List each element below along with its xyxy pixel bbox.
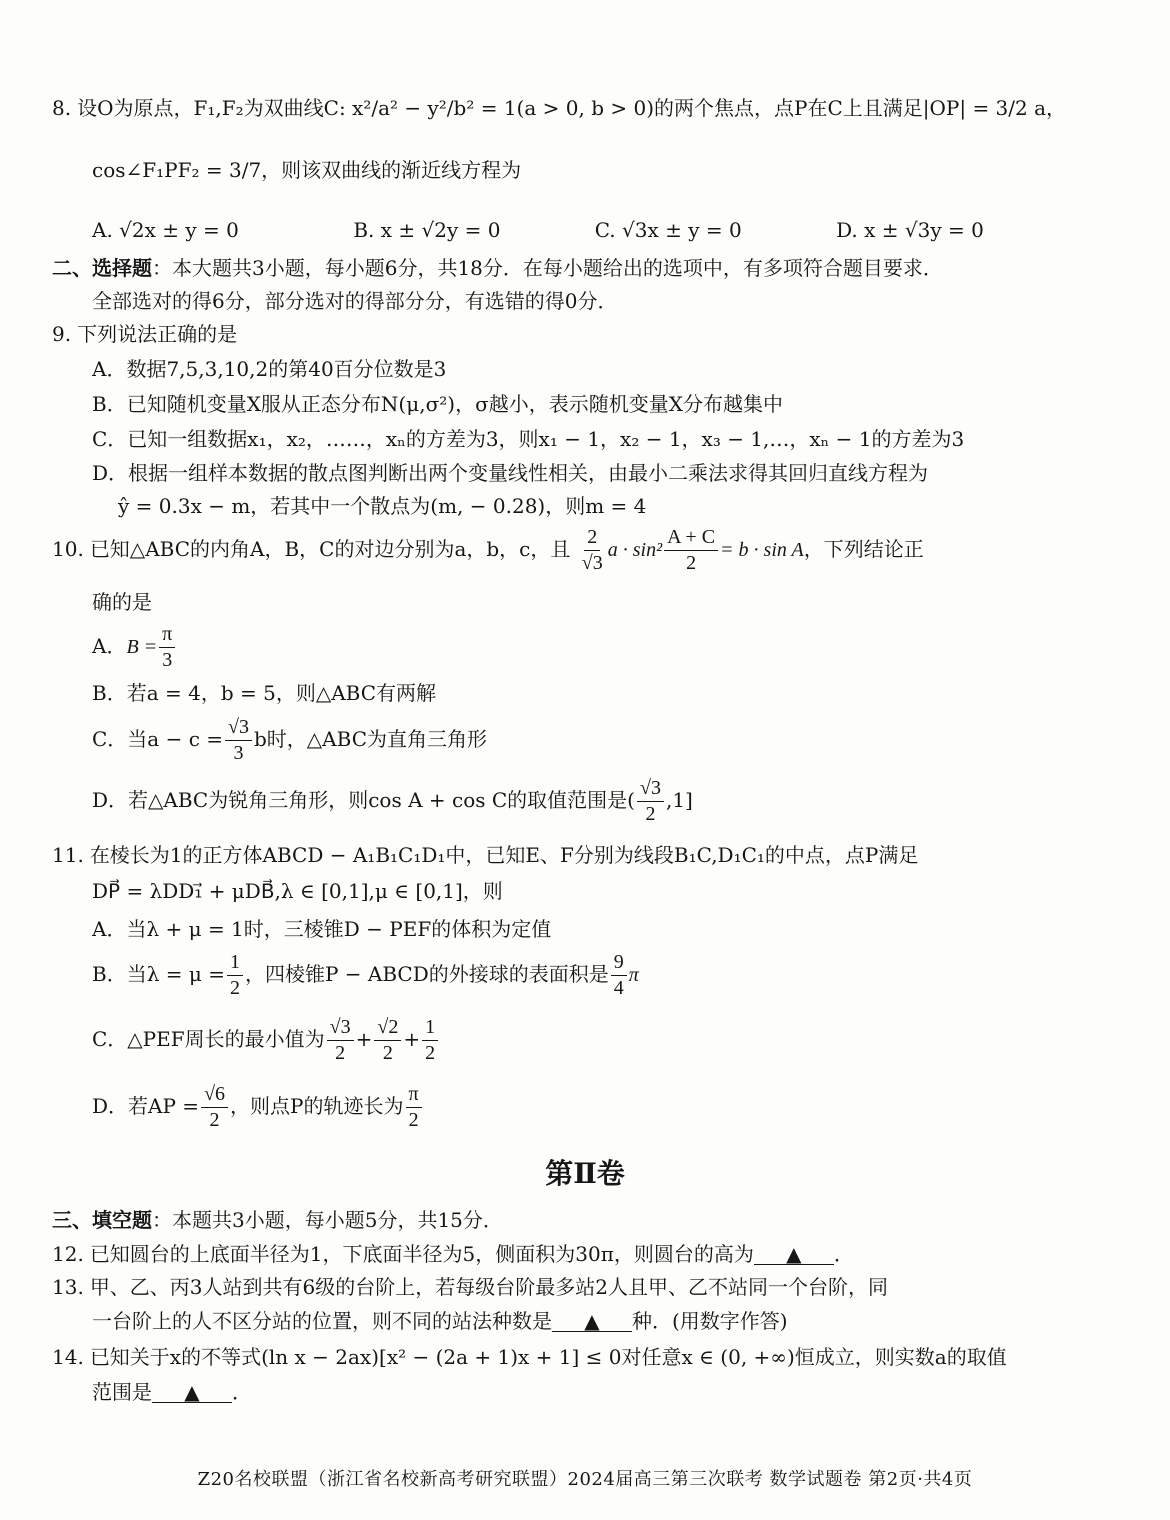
- q12-end: ．: [833, 1242, 854, 1266]
- q10-angle-fraction: [664, 527, 718, 574]
- q14-line1: [52, 1347, 1007, 1367]
- q10-stem: [52, 527, 924, 574]
- q11-option-c-a: C．△PEF周长的最小值为: [92, 1027, 325, 1051]
- q11-number: 11.: [52, 843, 84, 867]
- frac-den: 2: [229, 977, 240, 999]
- q10-option-c-a: C．当a − c =: [92, 727, 224, 751]
- q8-option-d: D. x ± √3y = 0: [836, 218, 984, 242]
- q10-option-c: [92, 717, 487, 764]
- q10-option-d-b: ,1]: [665, 788, 693, 812]
- frac-sqrt2-over-2: [374, 1017, 401, 1064]
- q10-sin-term: a · sin²: [607, 539, 663, 561]
- frac-num: π: [159, 624, 175, 648]
- frac-num: 9: [611, 952, 627, 976]
- frac-den: 2: [645, 803, 656, 825]
- frac-den: 2: [408, 1109, 419, 1131]
- q9-option-c: C．已知一组数据x₁，x₂，……，xₙ的方差为3，则x₁ − 1，x₂ − 1，x₃ − 1,…，xₙ − 1的方差为3: [92, 427, 965, 451]
- q11-option-b-pi: π: [628, 964, 639, 986]
- q13-line1: [52, 1277, 888, 1297]
- q11-stem: [52, 845, 918, 865]
- frac-den: 3: [233, 742, 244, 764]
- q10-option-a-expr: B =: [126, 636, 158, 658]
- section2-header: [52, 258, 943, 278]
- frac-sqrt3-over-2: [327, 1017, 354, 1064]
- q10-option-b: B．若a = 4，b = 5，则△ABC有两解: [92, 681, 437, 705]
- q10-option-a-label: A．: [92, 634, 127, 658]
- q9-stem-text: 下列说法正确的是: [77, 322, 238, 346]
- q13-text-line1: 甲、乙、丙3人站到共有6级的台阶上，若每级台阶最多站2人且甲、乙不站同一个台阶，同: [89, 1275, 888, 1299]
- part2-title: 第Ⅱ卷: [545, 1157, 625, 1190]
- q8-option-a: A. √2x ± y = 0: [92, 218, 239, 242]
- frac-den: 2: [686, 552, 697, 574]
- q11-option-b-fraction-area: [611, 952, 627, 999]
- q8-option-b: B. x ± √2y = 0: [353, 218, 501, 242]
- section2-text2: 全部选对的得6分，部分选对的得部分分，有选错的得0分．: [92, 289, 618, 313]
- frac-num: √6: [201, 1084, 228, 1108]
- section3-text: ：本题共3小题，每小题5分，共15分．: [152, 1208, 503, 1232]
- section3-header: [52, 1210, 503, 1230]
- frac-num: 1: [227, 952, 243, 976]
- frac-pi-over-2: [406, 1084, 422, 1131]
- q10-option-c-fraction: [225, 717, 252, 764]
- q13-line2: [92, 1311, 788, 1332]
- q10-number: 10.: [52, 537, 84, 561]
- frac-num: √2: [374, 1017, 401, 1041]
- frac-num: √3: [225, 717, 252, 741]
- section2-heading: 二、选择题: [52, 256, 152, 280]
- q9-number: 9.: [52, 322, 72, 346]
- q8-options: [92, 220, 984, 240]
- q10-stem-a: 已知△ABC的内角A，B，C的对边分别为a，b，c，且: [89, 537, 571, 561]
- q9-option-d-line2: ŷ = 0.3x − m，若其中一个散点为(m, − 0.28)，则m = 4: [118, 494, 647, 518]
- frac-den: 2: [209, 1109, 220, 1131]
- q12-answer-blank[interactable]: ▲: [754, 1244, 834, 1265]
- q10-stem-b: ，下列结论正: [803, 537, 924, 561]
- q10-option-d-a: D．若△ABC为锐角三角形，则cos A + cos C的取值范围是(: [92, 788, 635, 812]
- q10-stem-line2: 确的是: [92, 590, 152, 614]
- q10-option-a-fraction: [159, 624, 175, 671]
- q12-text: 已知圆台的上底面半径为1，下底面半径为5，侧面积为30π，则圆台的高为: [89, 1242, 754, 1266]
- q12-number: 12.: [52, 1242, 84, 1266]
- q14-number: 14.: [52, 1345, 84, 1369]
- q11-option-b-fraction-half: [227, 952, 243, 999]
- q11-option-b-b: ，四棱锥P − ABCD的外接球的表面积是: [244, 962, 609, 986]
- q14-text-line2b: ．: [232, 1380, 252, 1404]
- q8-number: 8.: [52, 96, 72, 120]
- frac-num: A + C: [664, 527, 718, 551]
- q14-text-line1: 已知关于x的不等式(ln x − 2ax)[x² − (2a + 1)x + 1] ≤ 0对任意x ∈ (0, +∞)恒成立，则实数a的取值: [89, 1345, 1007, 1369]
- section3-heading: 三、填空题: [52, 1208, 152, 1232]
- q10-option-d-fraction: [637, 778, 664, 825]
- q10-option-c-b: b时，△ABC为直角三角形: [254, 727, 487, 751]
- q11-option-b: [92, 952, 639, 999]
- frac-num: √3: [327, 1017, 354, 1041]
- q11-option-c: [92, 1017, 440, 1064]
- q11-stem-line2: DP⃗ = λDD₁⃗ + μDB⃗,λ ∈ [0,1],μ ∈ [0,1]，则: [92, 879, 503, 903]
- q10-coef-fraction: [579, 527, 606, 574]
- q8-option-c: C. √3x ± y = 0: [594, 218, 742, 242]
- q13-text-line2a: 一台阶上的人不区分站的位置，则不同的站法种数是: [92, 1309, 552, 1333]
- frac-num: 1: [422, 1017, 438, 1041]
- q10-option-a: [92, 624, 177, 671]
- q11-option-d-b: ，则点P的轨迹长为: [230, 1094, 404, 1118]
- frac-den: 2: [382, 1042, 393, 1064]
- q14-answer-blank[interactable]: ▲: [152, 1382, 232, 1403]
- frac-1-over-2: [422, 1017, 438, 1064]
- q11-option-d: [92, 1084, 424, 1131]
- q9-option-d-line1: D．根据一组样本数据的散点图判断出两个变量线性相关，由最小二乘法求得其回归直线方程为: [92, 461, 929, 485]
- q14-text-line2a: 范围是: [92, 1380, 152, 1404]
- q11-option-b-a: B．当λ = μ =: [92, 962, 225, 986]
- q11-option-d-a: D．若AP =: [92, 1094, 200, 1118]
- frac-den: 2: [425, 1042, 436, 1064]
- page-footer: Z20名校联盟（浙江省名校新高考研究联盟）2024届高三第三次联考 数学试题卷 第2页·共4页: [197, 1469, 973, 1490]
- q10-rhs: = b · sin A: [720, 539, 804, 561]
- q8-line2: cos∠F₁PF₂ = 3/7，则该双曲线的渐近线方程为: [92, 158, 522, 182]
- section2-text1: ：本大题共3小题，每小题6分，共18分．在每小题给出的选项中，有多项符合题目要求．: [152, 256, 943, 280]
- frac-sqrt6-over-2: [201, 1084, 228, 1131]
- q9-stem: [52, 324, 237, 344]
- q8-stem-line1: 设O为原点，F₁,F₂为双曲线C: x²/a² − y²/b² = 1(a > 0, b > 0)的两个焦点，点P在C上且满足|OP| = 3/2 a，: [77, 96, 1067, 120]
- q11-stem-text: 在棱长为1的正方体ABCD − A₁B₁C₁D₁中，已知E、F分别为线段B₁C,D₁C₁的中点，点P满足: [89, 843, 919, 867]
- q11-option-a: A．当λ + μ = 1时，三棱锥D − PEF的体积为定值: [92, 917, 552, 941]
- frac-den: √3: [581, 552, 603, 574]
- q12: [52, 1244, 854, 1265]
- frac-den: 3: [162, 649, 173, 671]
- frac-den: 2: [335, 1042, 346, 1064]
- q9-option-a: A．数据7,5,3,10,2的第40百分位数是3: [92, 357, 447, 381]
- q13-answer-blank[interactable]: ▲: [552, 1311, 632, 1332]
- q13-number: 13.: [52, 1275, 84, 1299]
- q8-line1: [52, 98, 1066, 118]
- q13-text-line2b: 种．(用数字作答): [632, 1309, 788, 1333]
- plus-sign: +: [355, 1027, 373, 1051]
- frac-den: 4: [613, 977, 624, 999]
- q9-option-b: B．已知随机变量X服从正态分布N(μ,σ²)，σ越小，表示随机变量X分布越集中: [92, 392, 783, 416]
- frac-num: π: [406, 1084, 422, 1108]
- plus-sign: +: [403, 1027, 421, 1051]
- frac-num: √3: [637, 778, 664, 802]
- q10-option-d: [92, 778, 693, 825]
- q14-line2: [92, 1382, 252, 1403]
- frac-num: 2: [584, 527, 600, 551]
